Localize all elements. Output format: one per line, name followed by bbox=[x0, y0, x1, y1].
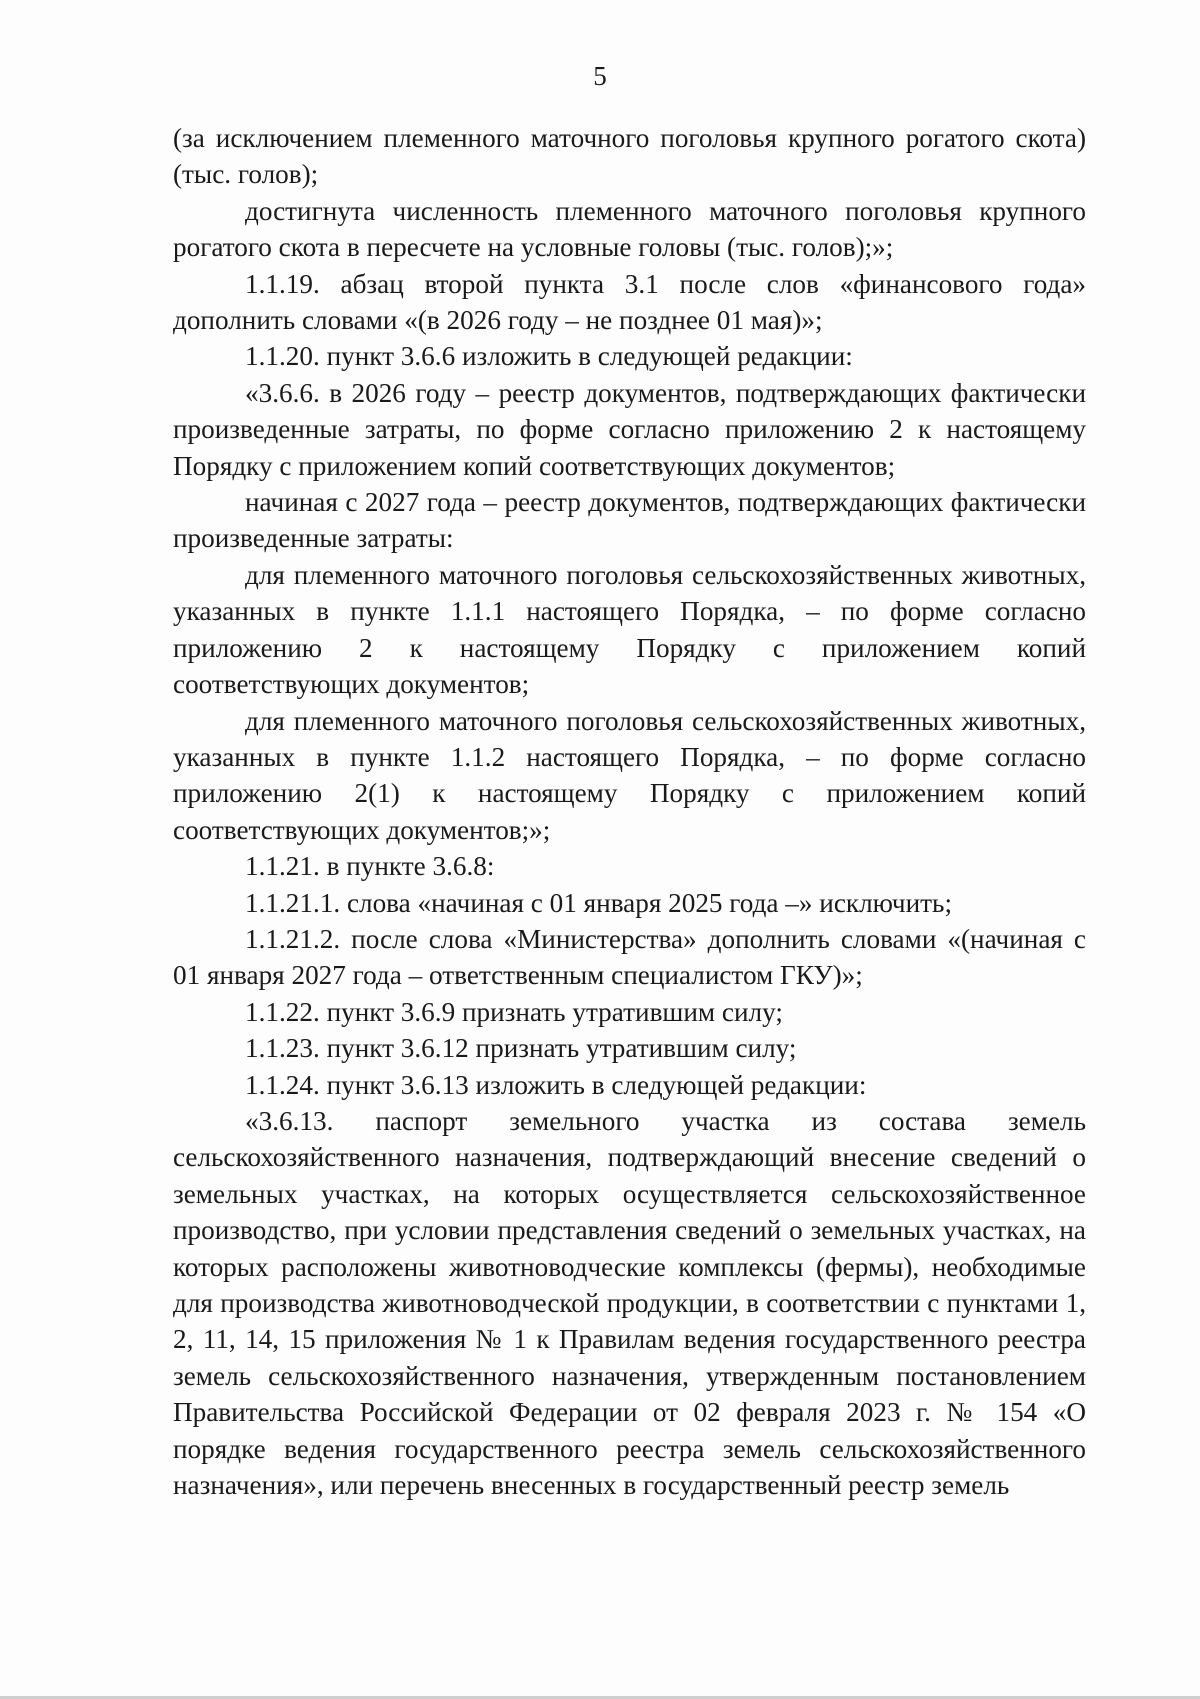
paragraph-1-1-21: 1.1.21. в пункте 3.6.8: bbox=[245, 851, 495, 882]
paragraph-3-6-13: «3.6.13. паспорт земельного участка из состава земель сельскохозяйственного назначения, подтверждающий внесение сведений о земельных участках, на которых осуществляется сельскохозяйственное производство, при условии представления сведений о земельных участках, на которых расположены животноводческие комплексы (фермы), необходимые для производства животноводческой продукции, в соответствии с пунктами 1, 2, 11, 14, 15 приложения № 1 к Правилам ведения государственного реестра земель сельскохозяйственного назначения, утвержденным постановлением Правительства Российской Федерации от 02 февраля 2023 г. № 154 «О порядке ведения государственного реестра земель сельскохозяйственного назначения», или перечень внесенных в государственный реестр земель bbox=[173, 1105, 1086, 1501]
paragraph-1-1-19: 1.1.19. абзац второй пункта 3.1 после слов «финансового года» дополнить словами «(в 2026 году – не позднее 01 мая)»; bbox=[173, 268, 1086, 336]
paragraph-1-1-22: 1.1.22. пункт 3.6.9 признать утратившим силу; bbox=[245, 996, 783, 1027]
page-number: 5 bbox=[593, 61, 607, 91]
paragraph-livestock-count: достигнута численность племенного маточного поголовья крупного рогатого скота в пересчете на условные головы (тыс. голов);»; bbox=[173, 195, 1086, 263]
paragraph-continuation: (за исключением племенного маточного поголовья крупного рогатого скота) (тыс. голов); bbox=[173, 123, 1086, 190]
paragraph-1-1-21-1: 1.1.21.1. слова «начиная с 01 января 2025 года –» исключить; bbox=[245, 887, 952, 918]
paragraph-1-1-24: 1.1.24. пункт 3.6.13 изложить в следующей редакции: bbox=[245, 1069, 867, 1100]
document-body bbox=[173, 120, 1086, 1503]
paragraph-item-1-1-1: для племенного маточного поголовья сельскохозяйственных животных, указанных в пункте 1.1.1 настоящего Порядка, – по форме согласно приложению 2 к настоящему Порядку с приложением копий соответствующих документов; bbox=[173, 559, 1086, 700]
paragraph-3-6-6: «3.6.6. в 2026 году – реестр документов, подтверждающих фактически произведенные затраты, по форме согласно приложению 2 к настоящему Порядку с приложением копий соответствующих документов; bbox=[173, 377, 1086, 481]
paragraph-from-2027: начиная с 2027 года – реестр документов, подтверждающих фактически произведенные затраты: bbox=[173, 487, 1086, 554]
paragraph-item-1-1-2: для племенного маточного поголовья сельскохозяйственных животных, указанных в пункте 1.1.2 настоящего Порядка, – по форме согласно приложению 2(1) к настоящему Порядку с приложением копий соответствующих документов;»; bbox=[173, 705, 1086, 845]
paragraph-1-1-20: 1.1.20. пункт 3.6.6 изложить в следующей редакции: bbox=[245, 341, 853, 372]
paragraph-1-1-21-2: 1.1.21.2. после слова «Министерства» дополнить словами «(начиная с 01 января 2027 года – ответственным специалистом ГКУ)»; bbox=[173, 923, 1086, 991]
paragraph-1-1-23: 1.1.23. пункт 3.6.12 признать утратившим силу; bbox=[245, 1033, 797, 1064]
